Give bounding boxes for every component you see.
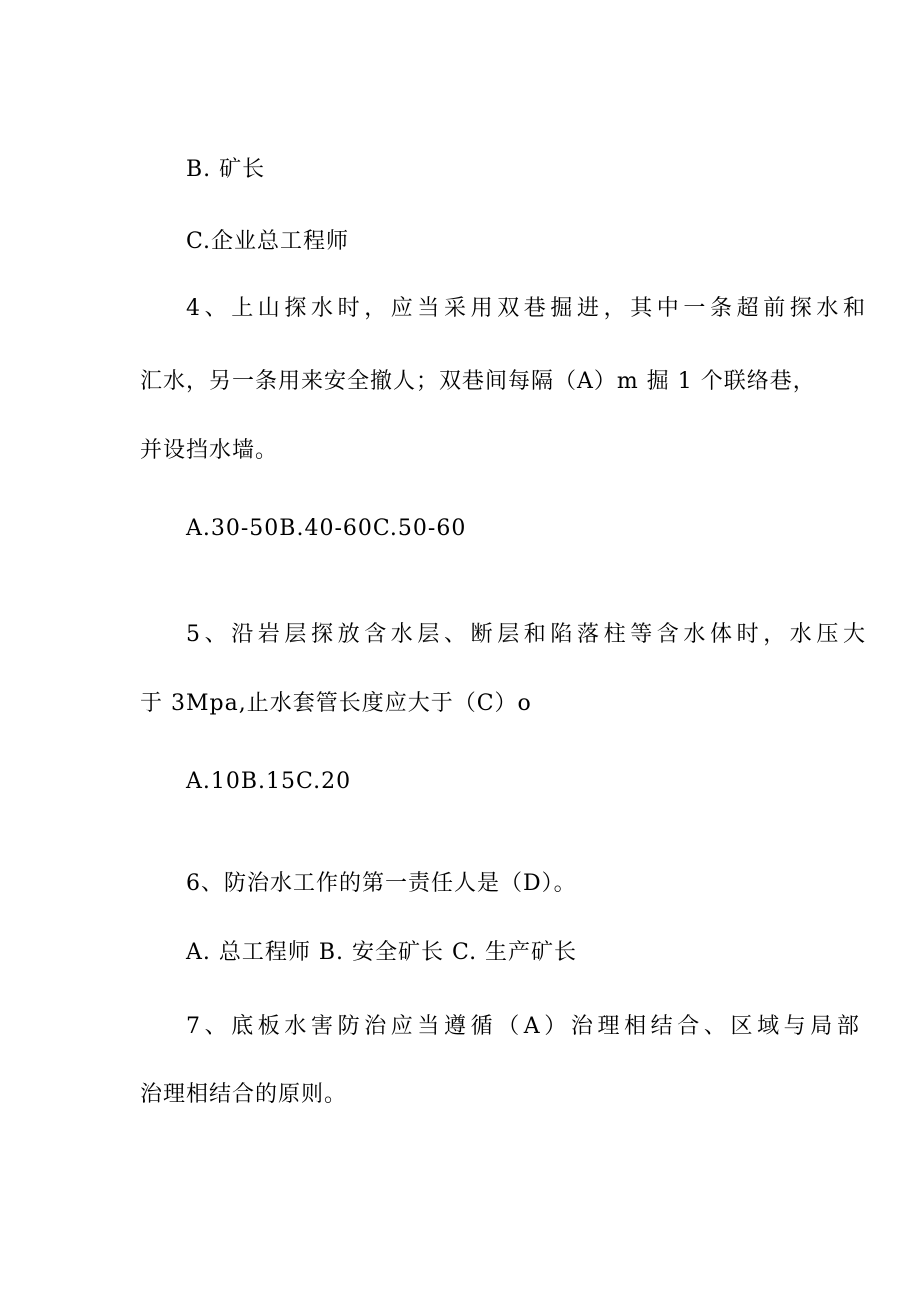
question-6-stem: 6、防治水工作的第一责任人是（D）。 <box>186 871 577 896</box>
question-4-line-1: 4、上山探水时，应当采用双巷掘进，其中一条超前探水和 <box>186 296 870 321</box>
question-5-options: A.10B.15C.20 <box>186 769 352 794</box>
question-5-line-2: 于 3Mpa,止水套管长度应大于（C）o <box>140 691 532 716</box>
option-c-chief-engineer: C.企业总工程师 <box>186 229 350 254</box>
question-7-line-2: 治理相结合的原则。 <box>140 1082 348 1107</box>
question-4-line-2: 汇水，另一条用来安全撤人；双巷间每隔（A）m 掘 1 个联络巷， <box>140 369 816 394</box>
question-6-options: A. 总工程师 B. 安全矿长 C. 生产矿长 <box>186 940 578 965</box>
question-4-line-3: 并设挡水墙。 <box>140 438 279 463</box>
question-7-line-1: 7、底板水害防治应当遵循（A）治理相结合、区域与局部 <box>186 1014 864 1039</box>
question-5-line-1: 5、沿岩层探放含水层、断层和陷落柱等含水体时，水压大 <box>186 622 870 647</box>
question-4-options: A.30-50B.40-60C.50-60 <box>186 516 467 541</box>
option-b-mine-manager: B. 矿长 <box>186 157 266 182</box>
